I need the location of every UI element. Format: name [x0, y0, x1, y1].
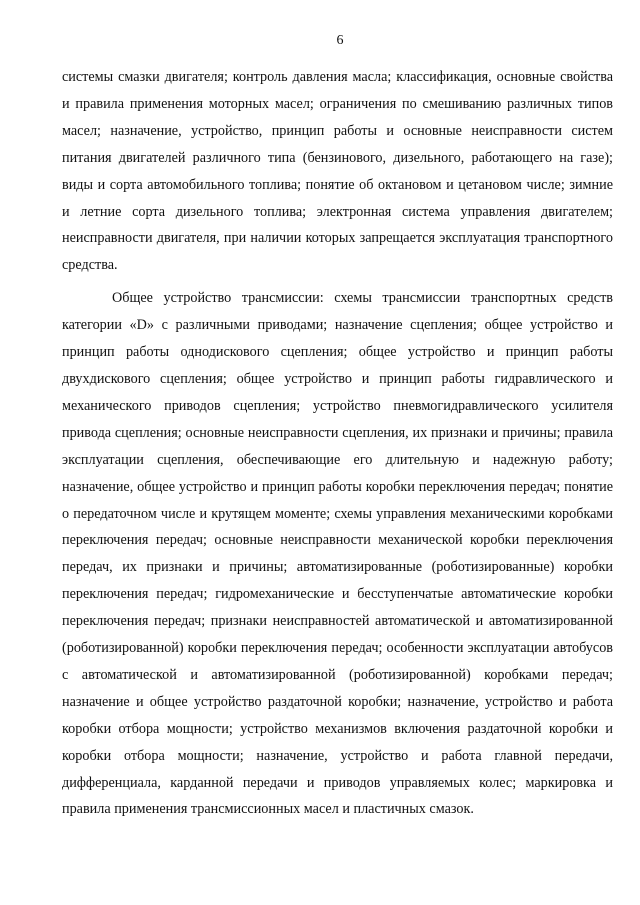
paragraph-engine-systems: системы смазки двигателя; контроль давления масла; классификация, основные свойства и правила применения моторных масел; ограничения по смешиванию различных типов масел; назначение, устройство, принцип работы и основные неисправности систем питания двигателей различного типа (бензинового, дизельного, работающего на газе); виды и сорта автомобильного топлива; понятие об октановом и цетановом числе; зимние и летние сорта дизельного топлива; электронная система управления двигателем; неисправности двигателя, при наличии которых запрещается эксплуатация транспортного средства. [62, 69, 613, 274]
paragraph-transmission: Общее устройство трансмиссии: схемы трансмиссии транспортных средств категории «D» с различными приводами; назначение сцепления; общее устройство и принцип работы однодискового сцепления; общее устройство и принцип работы двухдискового сцепления; общее устройство и принцип работы гидравлического и механического приводов сцепления; устройство пневмогидравлического усилителя привода сцепления; основные неисправности сцепления, их признаки и причины; правила эксплуатации сцепления, обеспечивающие его длительную и надежную работу; назначение, общее устройство и принцип работы коробки переключения передач; понятие о передаточном числе и крутящем моменте; схемы управления механическими коробками переключения передач; основные неисправности механической коробки переключения передач, их признаки и причины; автоматизированные (роботизированные) коробки переключения передач; гидромеханические и бесступенчатые автоматические коробки переключения передач; признаки неисправностей автоматической и автоматизированной (роботизированной) коробки переключения передач; особенности эксплуатации автобусов с автоматической и автоматизированной (роботизированной) коробками передач; назначение и общее устройство раздаточной коробки; назначение, устройство и работа коробки отбора мощности; устройство механизмов включения раздаточной коробки и коробки отбора мощности; назначение, устройство и работа главной передачи, дифференциала, карданной передачи и приводов управляемых колес; маркировка и правила применения трансмиссионных масел и пластичных смазок. [62, 290, 613, 818]
page-number: 6 [336, 33, 344, 48]
page-body [62, 64, 613, 823]
